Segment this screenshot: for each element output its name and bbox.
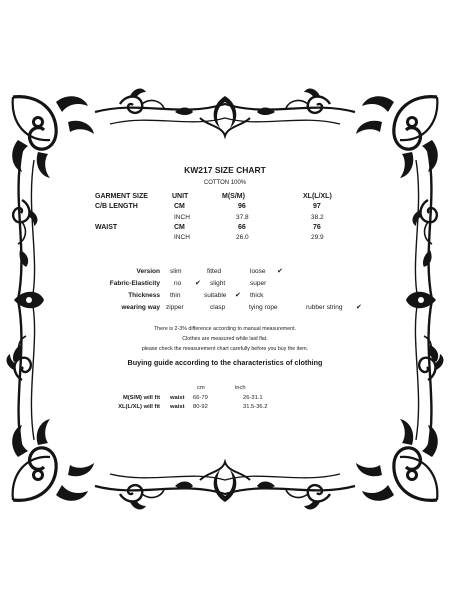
fit-row-part: waist [170, 404, 185, 410]
option-clasp: clasp [210, 304, 226, 311]
table-row-unit: CM [174, 203, 185, 210]
table-row-unit: CM [174, 224, 185, 231]
fit-row-inch: 26-31.1 [243, 395, 263, 401]
fit-row-size: M(S/M) will fit [122, 395, 160, 401]
buying-guide-title: Buying guide according to the characteristics of clothing [127, 358, 323, 367]
note-line: Clothes are measured while laid flat. [182, 336, 268, 342]
table-cell: 26.0 [236, 234, 249, 241]
option-slight: slight [210, 280, 226, 287]
material-label: COTTON 100% [203, 180, 247, 186]
option-zipper: zipper [166, 304, 184, 311]
fit-row-cm: 80-92 [193, 404, 208, 410]
table-cell: 66 [238, 224, 246, 231]
note-line: There is 2-3% difference according to manual measurement. [153, 326, 297, 332]
characteristic-label-thickness: Thickness [128, 292, 160, 299]
size-table-header-size-xl: XL(L/XL) [303, 193, 332, 200]
characteristic-label-elasticity: Fabric-Elasticity [109, 280, 160, 287]
table-cell: 76 [313, 224, 321, 231]
size-table-header-size-m: M(S/M) [222, 193, 245, 200]
fit-header-inch: inch [235, 385, 246, 391]
table-cell: 37.8 [236, 214, 249, 221]
fit-row-size: XL(L/XL) will fit [118, 404, 160, 410]
option-fitted: fitted [207, 268, 222, 275]
fit-row-part: waist [170, 395, 185, 401]
check-icon: ✔ [195, 280, 201, 287]
option-slim: slim [170, 268, 182, 275]
size-table-header-label: GARMENT SIZE [95, 193, 148, 200]
chart-title: KW217 SIZE CHART [184, 165, 266, 175]
option-tying-rope: tying rope [249, 304, 278, 311]
characteristic-label-wearing-way: wearing way [121, 304, 160, 311]
table-row-label: WAIST [95, 224, 118, 231]
option-thick: thick [250, 292, 264, 299]
note-line: please check the measurement chart carefully before you buy the item. [141, 346, 309, 352]
table-cell: 38.2 [311, 214, 324, 221]
table-cell: 29.9 [311, 234, 324, 241]
option-loose: loose [250, 268, 266, 275]
option-no: no [174, 280, 182, 287]
option-thin: thin [170, 292, 181, 299]
characteristic-label-version: Version [136, 268, 160, 275]
check-icon: ✔ [235, 292, 241, 299]
table-cell: 97 [313, 203, 321, 210]
check-icon: ✔ [356, 304, 362, 311]
fit-header-cm: cm [197, 385, 205, 391]
size-table-header-unit: UNIT [172, 193, 189, 200]
option-rubber-string: rubber string [306, 304, 343, 311]
table-cell: 96 [238, 203, 246, 210]
fit-row-inch: 31.5-36.2 [243, 404, 268, 410]
check-icon: ✔ [277, 268, 283, 275]
option-super: super [250, 280, 267, 287]
table-row-unit: INCH [174, 234, 190, 241]
table-row-unit: INCH [174, 214, 190, 221]
option-suitable: suitable [204, 292, 227, 299]
table-row-label: C/B LENGTH [95, 203, 138, 210]
fit-row-cm: 66-79 [193, 395, 208, 401]
